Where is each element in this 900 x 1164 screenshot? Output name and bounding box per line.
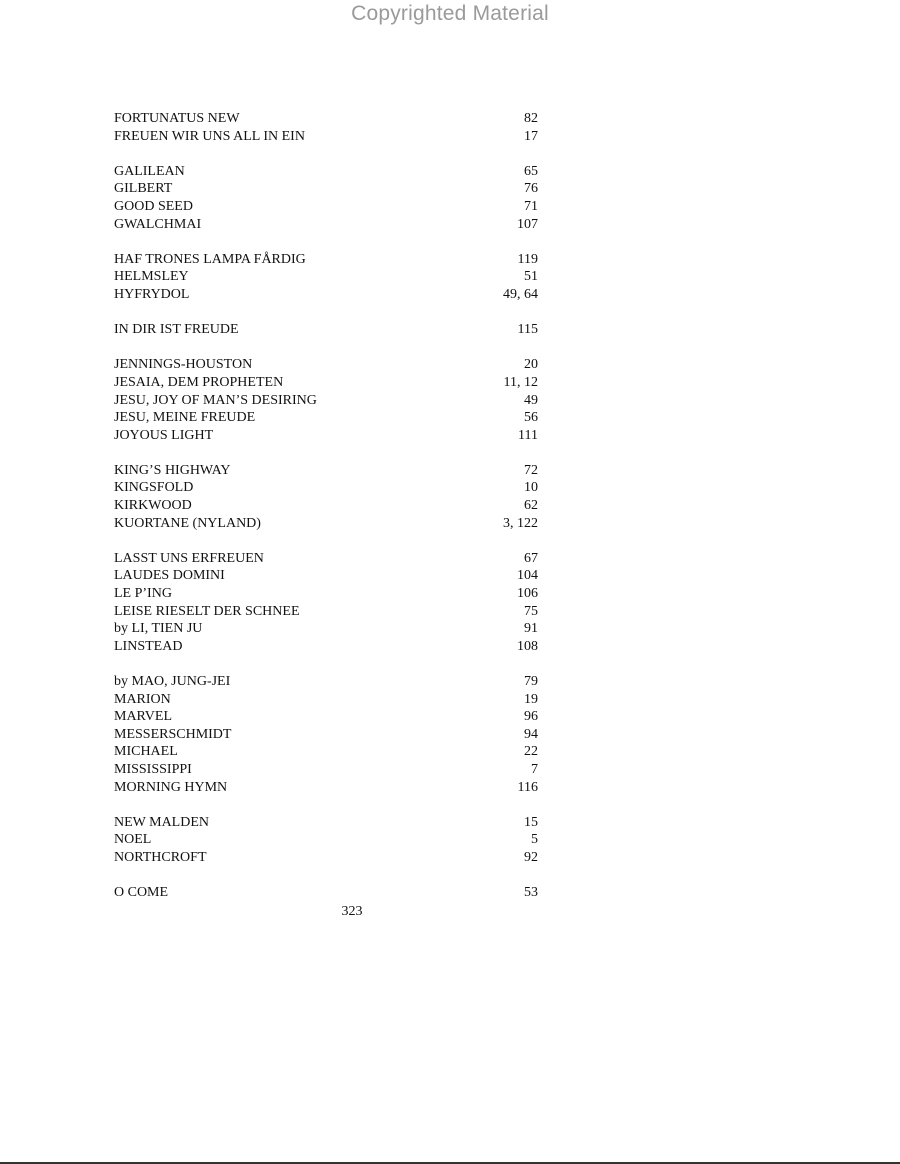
tune-name: LINSTEAD bbox=[114, 638, 183, 654]
index-group bbox=[114, 110, 538, 145]
index-entry bbox=[114, 831, 538, 849]
tune-name: NORTHCROFT bbox=[114, 849, 207, 865]
page-reference: 10 bbox=[524, 480, 538, 496]
page-reference: 65 bbox=[524, 163, 538, 179]
page-reference: 116 bbox=[517, 779, 538, 795]
index-entry bbox=[114, 620, 538, 638]
page-reference: 15 bbox=[524, 814, 538, 830]
page-reference: 106 bbox=[517, 586, 538, 602]
tune-name: MICHAEL bbox=[114, 744, 178, 760]
tune-name: GOOD SEED bbox=[114, 198, 193, 214]
index-entry bbox=[114, 198, 538, 216]
index-group bbox=[114, 814, 538, 867]
tune-name: GILBERT bbox=[114, 181, 173, 197]
page-reference: 51 bbox=[524, 269, 538, 285]
tune-name: by MAO, JUNG-JEI bbox=[114, 674, 231, 689]
tune-name: FORTUNATUS NEW bbox=[114, 111, 240, 126]
page-reference: 79 bbox=[524, 674, 538, 689]
page-reference: 91 bbox=[524, 621, 538, 637]
page-reference: 107 bbox=[517, 216, 538, 232]
tune-name: NEW MALDEN bbox=[114, 814, 210, 830]
page-reference: 72 bbox=[524, 462, 538, 478]
page-reference: 111 bbox=[518, 427, 538, 443]
index-entry bbox=[114, 110, 538, 128]
index-group bbox=[114, 884, 538, 902]
index-entry bbox=[114, 356, 538, 374]
tune-name: KIRKWOOD bbox=[114, 498, 192, 514]
index-entry bbox=[114, 497, 538, 515]
index-group bbox=[114, 550, 538, 656]
tune-name: LASST UNS ERFREUEN bbox=[114, 550, 264, 566]
index-entry bbox=[114, 708, 538, 726]
index-entry bbox=[114, 761, 538, 779]
index-entry bbox=[114, 427, 538, 445]
tune-name: GWALCHMAI bbox=[114, 216, 202, 232]
page-reference: 3, 122 bbox=[503, 515, 538, 531]
tune-name: by LI, TIEN JU bbox=[114, 621, 203, 637]
index-entry bbox=[114, 479, 538, 497]
tune-name: NOEL bbox=[114, 832, 152, 848]
page-reference: 82 bbox=[524, 111, 538, 126]
tune-name: MARION bbox=[114, 691, 171, 707]
page-reference: 5 bbox=[531, 832, 538, 848]
page-reference: 22 bbox=[524, 744, 538, 760]
index-entry bbox=[114, 638, 538, 656]
index-entry bbox=[114, 743, 538, 761]
tune-name: FREUEN WIR UNS ALL IN EIN bbox=[114, 128, 305, 144]
index-entry bbox=[114, 251, 538, 269]
index-entry bbox=[114, 268, 538, 286]
tune-name: GALILEAN bbox=[114, 163, 185, 179]
index-entry bbox=[114, 409, 538, 427]
page-reference: 53 bbox=[524, 885, 538, 901]
index-entry bbox=[114, 726, 538, 744]
page-reference: 75 bbox=[524, 603, 538, 619]
index-entry bbox=[114, 515, 538, 533]
tune-name: MISSISSIPPI bbox=[114, 761, 192, 777]
page-reference: 62 bbox=[524, 498, 538, 514]
page-reference: 56 bbox=[524, 410, 538, 426]
tune-name: JESU, MEINE FREUDE bbox=[114, 410, 256, 426]
tune-name: IN DIR IST FREUDE bbox=[114, 322, 239, 338]
copyright-watermark: Copyrighted Material bbox=[351, 2, 549, 25]
index-entry bbox=[114, 849, 538, 867]
tune-index-list bbox=[114, 110, 538, 919]
tune-name: JESAIA, DEM PROPHETEN bbox=[114, 374, 284, 390]
index-entry bbox=[114, 814, 538, 832]
page-reference: 76 bbox=[524, 181, 538, 197]
index-entry bbox=[114, 163, 538, 181]
tune-name: JOYOUS LIGHT bbox=[114, 427, 214, 443]
index-entry bbox=[114, 392, 538, 410]
tune-name: MESSERSCHMIDT bbox=[114, 726, 232, 742]
page-reference: 96 bbox=[524, 709, 538, 725]
page-reference: 104 bbox=[517, 568, 538, 584]
page-reference: 92 bbox=[524, 849, 538, 865]
page-reference: 11, 12 bbox=[503, 374, 538, 390]
page-reference: 49 bbox=[524, 392, 538, 408]
index-entry bbox=[114, 550, 538, 568]
tune-name: HELMSLEY bbox=[114, 269, 189, 285]
tune-name: LEISE RIESELT DER SCHNEE bbox=[114, 603, 300, 619]
index-entry bbox=[114, 691, 538, 709]
page-reference: 17 bbox=[524, 128, 538, 144]
index-group bbox=[114, 321, 538, 339]
tune-name: KING’S HIGHWAY bbox=[114, 462, 231, 478]
page-reference: 94 bbox=[524, 726, 538, 742]
index-entry bbox=[114, 286, 538, 304]
tune-name: LAUDES DOMINI bbox=[114, 568, 225, 584]
page-reference: 115 bbox=[517, 322, 538, 338]
page-number: 323 bbox=[341, 904, 363, 919]
page-reference: 20 bbox=[524, 357, 538, 373]
tune-name: MARVEL bbox=[114, 709, 172, 725]
index-entry bbox=[114, 779, 538, 797]
index-group bbox=[114, 356, 538, 444]
page-reference: 49, 64 bbox=[503, 286, 538, 302]
tune-name: JESU, JOY OF MAN’S DESIRING bbox=[114, 392, 317, 408]
index-entry bbox=[114, 884, 538, 902]
tune-name: MORNING HYMN bbox=[114, 779, 228, 795]
tune-name: HYFRYDOL bbox=[114, 286, 190, 302]
index-entry bbox=[114, 673, 538, 691]
page-reference: 19 bbox=[524, 691, 538, 707]
index-group bbox=[114, 251, 538, 304]
index-entry bbox=[114, 128, 538, 146]
index-entry bbox=[114, 462, 538, 480]
tune-name: O COME bbox=[114, 885, 169, 901]
page-reference: 71 bbox=[524, 198, 538, 214]
tune-name: HAF TRONES LAMPA FÅRDIG bbox=[114, 251, 306, 267]
page-reference: 119 bbox=[517, 251, 538, 267]
index-entry bbox=[114, 321, 538, 339]
index-entry bbox=[114, 216, 538, 234]
index-group bbox=[114, 163, 538, 233]
index-entry bbox=[114, 567, 538, 585]
tune-name: KINGSFOLD bbox=[114, 480, 194, 496]
index-entry bbox=[114, 603, 538, 621]
page-reference: 7 bbox=[531, 761, 538, 777]
tune-name: KUORTANE (NYLAND) bbox=[114, 515, 261, 531]
index-group bbox=[114, 462, 538, 532]
page-reference: 108 bbox=[517, 638, 538, 654]
page-reference: 67 bbox=[524, 550, 538, 566]
index-entry bbox=[114, 374, 538, 392]
index-entry bbox=[114, 585, 538, 603]
index-entry bbox=[114, 180, 538, 198]
tune-name: JENNINGS-HOUSTON bbox=[114, 357, 253, 373]
index-group bbox=[114, 673, 538, 796]
tune-name: LE P’ING bbox=[114, 586, 172, 602]
